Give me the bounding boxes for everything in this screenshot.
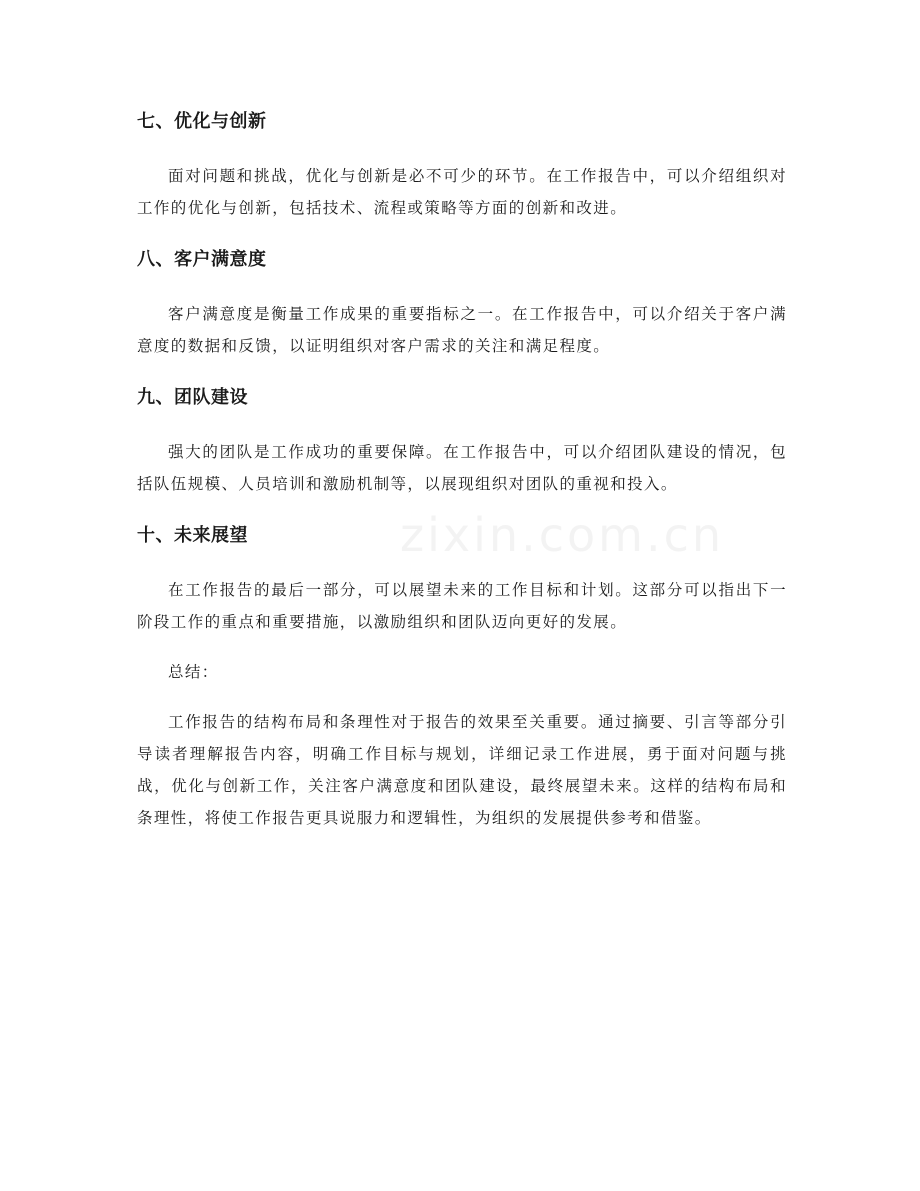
section-customer-satisfaction xyxy=(137,242,787,362)
summary-paragraph: 工作报告的结构布局和条理性对于报告的效果至关重要。通过摘要、引言等部分引导读者理解报告内容，明确工作目标与规划，详细记录工作进展，勇于面对问题与挑战，优化与创新工作，关注客户满意度和团队建设，最终展望未来。这样的结构布局和条理性，将使工作报告更具说服力和逻辑性，为组织的发展提供参考和借鉴。 xyxy=(137,713,787,827)
document-body xyxy=(137,104,787,834)
section-paragraph: 在工作报告的最后一部分，可以展望未来的工作目标和计划。这部分可以指出下一阶段工作的重点和重要措施，以激励组织和团队迈向更好的发展。 xyxy=(137,581,787,631)
section-heading: 七、优化与创新 xyxy=(137,111,267,132)
summary-label: 总结： xyxy=(168,663,219,681)
section-paragraph: 客户满意度是衡量工作成果的重要指标之一。在工作报告中，可以介绍关于客户满意度的数据和反馈，以证明组织对客户需求的关注和满足程度。 xyxy=(137,305,787,355)
section-optimization xyxy=(137,104,787,224)
watermark: zixin.com.cn xyxy=(400,508,725,562)
section-heading: 十、未来展望 xyxy=(137,525,248,546)
section-future-outlook xyxy=(137,518,787,638)
section-paragraph: 面对问题和挑战，优化与创新是必不可少的环节。在工作报告中，可以介绍组织对工作的优化与创新，包括技术、流程或策略等方面的创新和改进。 xyxy=(137,167,787,217)
section-team-building xyxy=(137,380,787,500)
section-summary xyxy=(137,656,787,834)
section-paragraph: 强大的团队是工作成功的重要保障。在工作报告中，可以介绍团队建设的情况，包括队伍规模、人员培训和激励机制等，以展现组织对团队的重视和投入。 xyxy=(137,443,787,493)
section-heading: 九、团队建设 xyxy=(137,387,248,408)
section-heading: 八、客户满意度 xyxy=(137,249,267,270)
